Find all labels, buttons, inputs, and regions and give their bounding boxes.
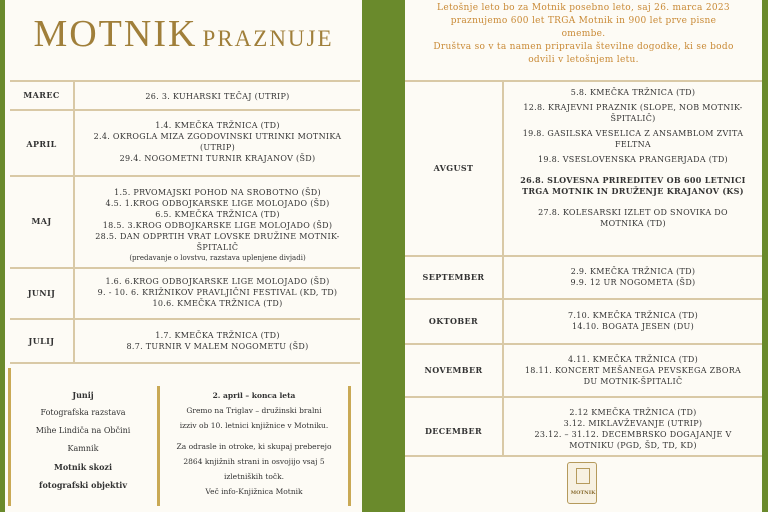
reading-text: 2864 knjižnih strani in osvojijo vsaj 5 [183,457,325,466]
event-highlight: 26.8. SLOVESNA PRIREDITEV OB 600 LETNICI [520,175,746,185]
exhibition-month: Junij [72,390,94,400]
intro-line: omembe. [561,29,606,39]
divider [10,109,360,111]
gold-divider [348,386,351,506]
motnik-logo [567,462,597,504]
title-big: MOTNIK [33,13,198,55]
event: 14.10. BOGATA JESEN (DU) [571,322,695,331]
exhibition-title: fotografski objektiv [39,480,127,490]
exhibition-box [13,386,153,494]
event: 29.4. NOGOMETNI TURNIR KRAJANOV (ŠD) [119,154,316,163]
event: 9.9. 12 UR NOGOMETA (ŠD) [570,278,696,287]
month-events [75,91,360,102]
divider [10,362,360,364]
divider [10,267,360,269]
month-label: SEPTEMBER [422,272,485,282]
month-events [504,354,762,387]
intro-line: Letošnje leto bo za Motnik posebno leto, saj 26. marca 2023 [437,3,730,13]
event: DU MOTNIK-ŠPITALIČ [583,377,683,386]
month-label: DECEMBER [424,426,483,436]
month-label: NOVEMBER [424,365,483,375]
event: 1.5. PRVOMAJSKI POHOD NA SROBOTNO (ŠD) [114,188,321,197]
event: 1.4. KMEČKA TRŽNICA (TD) [155,121,280,130]
exhibition-text: Mihe Lindiča na Občini [35,426,131,435]
divider [405,343,762,345]
event: MOTNIKA (TD) [600,219,666,228]
month-events [504,87,762,229]
month-events [75,330,360,352]
divider [405,396,762,398]
reading-text: Gremo na Triglav – družinski bralni [186,406,322,415]
divider [10,175,360,177]
event: 1.7. KMEČKA TRŽNICA (TD) [155,331,280,340]
month-events [504,266,762,288]
divider [10,318,360,320]
event: 2.9. KMEČKA TRŽNICA (TD) [570,267,696,276]
event: MOTNIKU (PGD, ŠD, TD, KD) [569,441,697,450]
divider [405,80,762,82]
intro-line: praznujemo 600 let TRGA Motnik in 900 let prve pisne [450,16,717,26]
event: ŠPITALIČ) [610,114,656,123]
month-label: AVGUST [433,163,474,173]
event: 5.8. KMEČKA TRŽNICA (TD) [570,88,696,97]
reading-heading: 2. april – konca leta [212,391,296,400]
divider [10,80,360,82]
intro-line: odvili v letošnjem letu. [528,55,639,65]
title-small: PRAZNUJE [202,26,334,51]
reading-box [163,388,345,499]
page-title [5,12,362,56]
reading-text: Za odrasle in otroke, ki skupaj preberejo [176,442,332,451]
month-events [75,120,360,164]
event-note: (predavanje o lovstvu, razstava uplenjene divjadi) [129,254,306,262]
event: 19.8. VSESLOVENSKA PRANGERJADA (TD) [538,155,728,164]
event: 19.8. GASILSKA VESELICA Z ANSAMBLOM ZVITA [522,129,744,138]
month-events [504,310,762,332]
event: 23.12. – 31.12. DECEMBRSKO DOGAJANJE V [534,430,732,439]
month-label: OKTOBER [428,316,479,326]
logo-text: MOTNIK [570,490,596,496]
event: 27.8. KOLESARSKI IZLET OD SNOVIKA DO [538,208,728,217]
reading-text: izletniških točk. [223,472,285,481]
intro-text [405,2,762,67]
gold-divider [8,368,11,506]
event: 1.6. 6.KROG ODBOJKARSKE LIGE MOLOJADO (ŠD) [105,277,330,286]
exhibition-text: Fotografska razstava [40,408,126,417]
exhibition-title: Motnik skozi [53,462,113,472]
event: 2.12 KMEČKA TRŽNICA (TD) [569,408,697,417]
event-highlight: TRGA MOTNIK IN DRUŽENJE KRAJANOV (KS) [522,186,744,196]
event: ŠPITALIČ [196,243,239,252]
event: 10.6. KMEČKA TRŽNICA (TD) [152,299,283,308]
month-label: JUNIJ [27,288,56,298]
intro-line: Društva so v ta namen pripravila številne dogodke, ki se bodo [433,42,734,52]
month-label: APRIL [26,139,57,149]
event: 18.11. KONCERT MEŠANEGA PEVSKEGA ZBORA [524,366,742,375]
event: 6.5. KMEČKA TRŽNICA (TD) [155,210,280,219]
logo-emblem-icon [576,468,590,484]
event: 28.5. DAN ODPRTIH VRAT LOVSKE DRUŽINE MOTNIK- [95,232,340,241]
event: 4.5. 1.KROG ODBOJKARSKE LIGE MOLOJADO (ŠD) [105,199,330,208]
event: 12.8. KRAJEVNI PRAZNIK (SLOPE, NOB MOTNIK- [523,103,743,112]
right-panel [405,0,762,512]
month-label: MAJ [31,216,52,226]
month-label: MAREC [23,90,60,100]
divider [405,255,762,257]
month-events [75,276,360,309]
exhibition-text: Kamnik [67,444,99,453]
event: (UTRIP) [200,143,235,152]
divider [405,455,762,457]
event: 18.5. 3.KROG ODBOJKARSKE LIGE MOLOJADO (ŠD) [102,221,333,230]
reading-text: Več info-Knjižnica Motnik [205,487,303,496]
event: 26. 3. KUHARSKI TEČAJ (UTRIP) [145,92,290,101]
event: 9. - 10. 6. KRIŽNIKOV PRAVLJIČNI FESTIVAL (KD, TD) [97,288,338,297]
month-events [504,407,762,451]
divider [405,298,762,300]
gold-divider [157,386,160,506]
event: 2.4. OKROGLA MIZA ZGODOVINSKI UTRINKI MOTNIKA [93,132,342,141]
event: FELTNA [615,140,651,149]
month-label: JULIJ [28,336,55,346]
event: 3.12. MIKLAVŽEVANJE (UTRIP) [563,419,703,428]
event: 8.7. TURNIR V MALEM NOGOMETU (ŠD) [126,342,309,351]
left-panel [5,0,362,512]
event: 4.11. KMEČKA TRŽNICA (TD) [567,355,698,364]
month-events [75,187,360,264]
event: 7.10. KMEČKA TRŽNICA (TD) [567,311,698,320]
reading-text: izziv ob 10. letnici knjižnice v Motniku. [179,421,329,430]
